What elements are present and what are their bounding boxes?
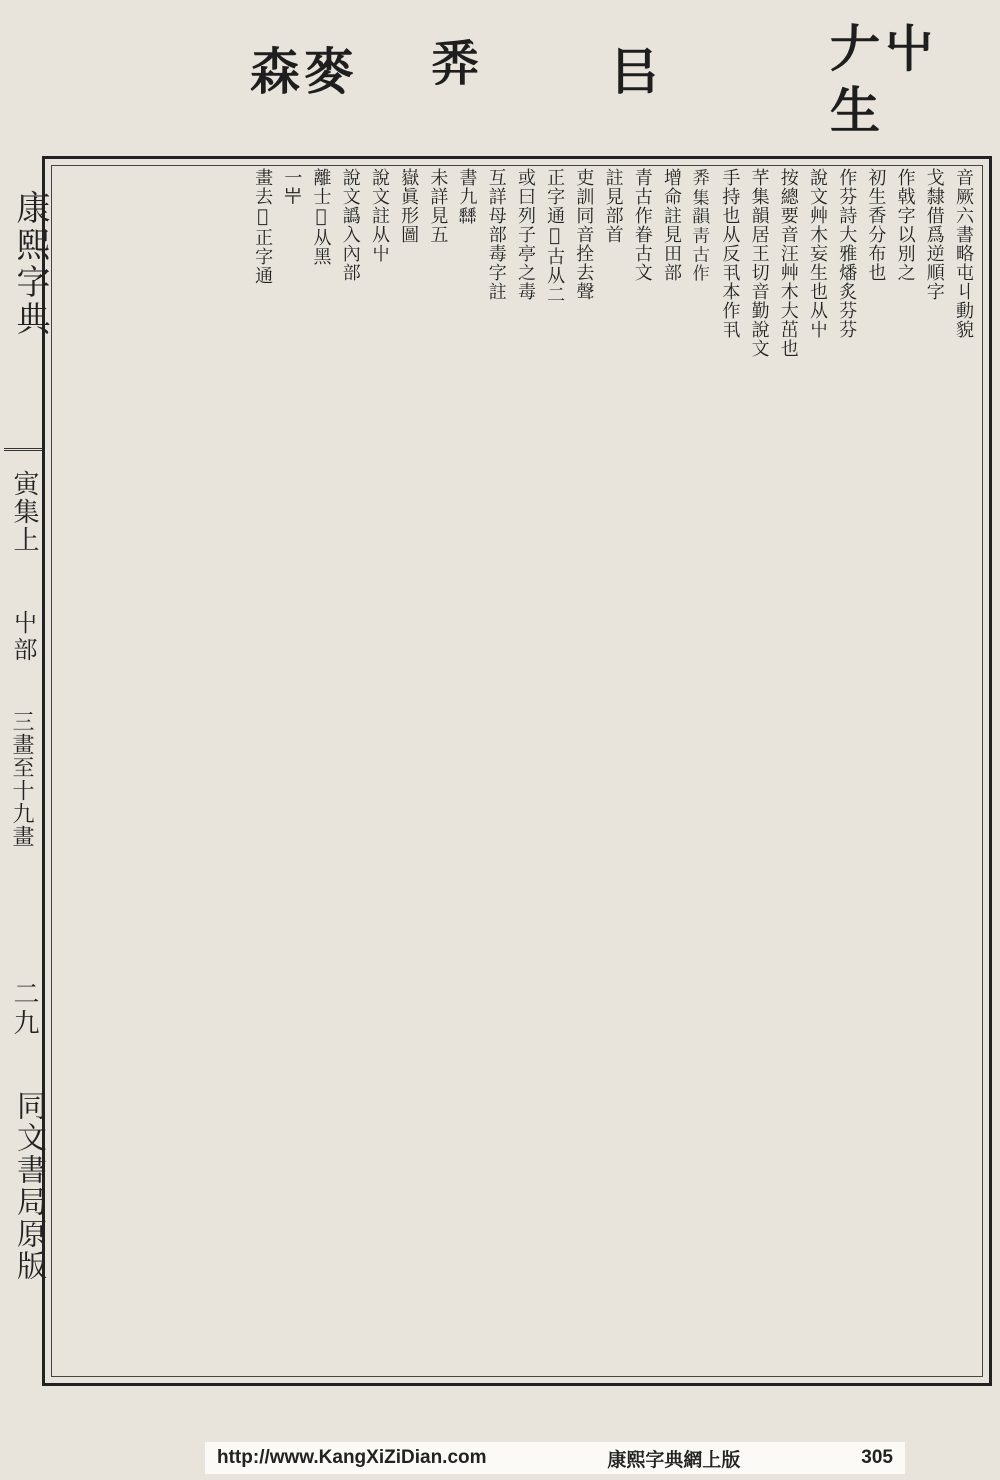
margin-strip	[4, 150, 50, 1390]
text-column: 未詳見五	[427, 168, 449, 244]
collection-label: 寅集上	[9, 470, 39, 554]
text-column: 戈隸借爲逆順字	[923, 168, 945, 301]
footer-bar	[205, 1442, 905, 1474]
footer-url[interactable]: http://www.KangXiZiDian.com	[217, 1447, 487, 1468]
text-column: 𢍏集韻青古作	[690, 168, 712, 282]
text-column: 作芬詩大雅燔炙芬芬	[836, 168, 858, 339]
text-column: 註見部首	[602, 168, 624, 244]
text-column: 按總要音汪艸木大茁也	[777, 168, 799, 358]
text-column: 增命註見田部	[660, 168, 682, 282]
text-column: 或曰列子亭之毒	[514, 168, 536, 301]
leaf-number: 二九	[9, 980, 39, 1038]
page-number: 305	[861, 1447, 893, 1468]
text-column: 說文註从屮	[368, 168, 390, 263]
seal-character: 𠂇屮 生	[830, 19, 938, 140]
text-column: 離士𡴵从黑	[310, 168, 332, 266]
text-column: 互詳母部毒字註	[485, 168, 507, 301]
text-column: 畫去𡴷正字通	[252, 168, 274, 285]
text-column: 音厥六書略屯丩動貌	[953, 168, 974, 339]
radical-label: 屮部	[9, 610, 37, 664]
seal-character: 㠯	[610, 42, 664, 101]
text-column: 說文艸木妄生也从屮	[806, 168, 828, 339]
seal-character: 𢍏	[430, 34, 484, 93]
text-column: 芊集韻居王切音勤說文	[748, 168, 770, 358]
stroke-range-label: 三畫至十九畫	[9, 710, 34, 848]
text-column: 一𡴶	[281, 168, 303, 206]
text-column: 說文譌入內部	[339, 168, 361, 282]
seal-script-header	[240, 10, 980, 145]
text-column: 青古作眷古文	[631, 168, 653, 282]
text-column: 書九𡴬	[456, 168, 478, 225]
publisher-label: 同文書局原版	[11, 1090, 46, 1282]
footer-site-name: 康熙字典網上版	[607, 1449, 741, 1471]
text-column: 手持也从反丮本作丮	[719, 168, 741, 339]
margin-divider	[4, 448, 44, 451]
text-column: 嶽眞形圖	[398, 168, 420, 244]
seal-character: 森麥	[250, 42, 358, 101]
text-column: 初生香分布也	[865, 168, 887, 282]
text-column: 吏訓同音拴去聲	[573, 168, 595, 301]
text-column: 正字通𡴀古从二	[544, 168, 566, 304]
book-title: 康熙字典	[10, 190, 50, 338]
blank-area	[56, 172, 236, 1372]
dictionary-columns	[248, 168, 978, 1378]
text-column: 作戟字以別之	[894, 168, 916, 282]
